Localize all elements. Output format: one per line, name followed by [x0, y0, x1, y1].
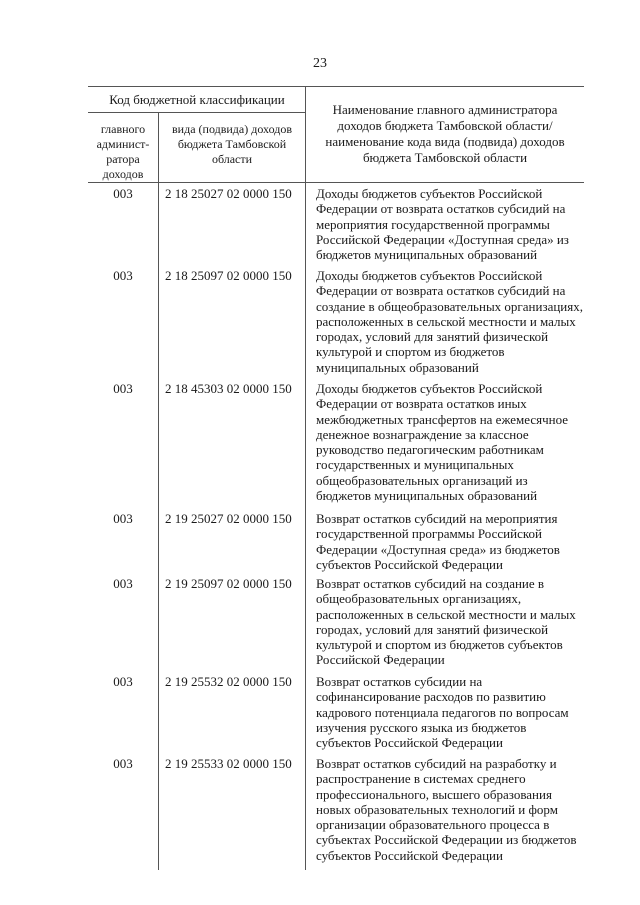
income-code-cell: 2 18 25097 02 0000 150: [165, 268, 292, 283]
header-code-column: вида (подвида) доходов бюджета Тамбовской области: [172, 122, 292, 166]
column-divider-2: [305, 86, 306, 870]
income-name-cell: Доходы бюджетов субъектов Российской Федерации от возврата остатков иных межбюджетных трансфертов на ежемесячное денежное вознаграждение за классное руководство педагогическим работникам государственных и муниципальных общеобразовательных организаций из бюджетов муниципальных образований: [316, 381, 569, 504]
income-name-cell: Доходы бюджетов субъектов Российской Федерации от возврата остатков субсидий на мероприятия государственной программы Российской Федерации «Доступная среда» из бюджетов муниципальных образований: [316, 186, 569, 263]
income-code-cell: 2 18 25027 02 0000 150: [165, 186, 292, 201]
admin-code-cell: 003: [113, 381, 133, 396]
income-code-cell: 2 19 25027 02 0000 150: [165, 511, 292, 526]
income-name-cell: Возврат остатков субсидий на создание в общеобразовательных организациях, расположенных в сельской местности и малых городах, условий для занятий физической культурой и спортом из бюджетов субъектов Российской Федерации: [316, 576, 576, 668]
income-name-cell: Возврат остатков субсидий на мероприятия государственной программы Российской Федерации «Доступная среда» из бюджетов субъектов Российской Федерации: [316, 511, 560, 572]
admin-code-cell: 003: [113, 268, 133, 283]
group-header-line: [88, 112, 305, 113]
income-code-cell: 2 19 25532 02 0000 150: [165, 674, 292, 689]
admin-code-cell: 003: [113, 756, 133, 771]
column-divider-1: [158, 112, 159, 870]
income-name-cell: Возврат остатков субсидий на разработку и распространение в системах среднего профессионального, высшего образования новых образовательных технологий и форм организации образовательного процесса в субъектах Российской Федерации из бюджетов субъектов Российской Федерации: [316, 756, 577, 863]
header-top-line: [88, 86, 584, 87]
income-name-cell: Доходы бюджетов субъектов Российской Федерации от возврата остатков субсидий на создание в общеобразовательных организациях, расположенных в сельской местности и малых городах, условий для занятий физической культурой и спортом из бюджетов муниципальных образований: [316, 268, 583, 375]
header-bottom-line: [88, 182, 584, 183]
income-code-cell: 2 19 25097 02 0000 150: [165, 576, 292, 591]
admin-code-cell: 003: [113, 674, 133, 689]
income-code-cell: 2 19 25533 02 0000 150: [165, 756, 292, 771]
income-name-cell: Возврат остатков субсидии на софинансирование расходов по развитию кадрового потенциала педагогов по вопросам изучения русского языка из бюджетов субъектов Российской Федерации: [316, 674, 569, 751]
page-number: 23: [313, 56, 327, 71]
income-code-cell: 2 18 45303 02 0000 150: [165, 381, 292, 396]
admin-code-cell: 003: [113, 186, 133, 201]
header-name-column: Наименование главного администратора доходов бюджета Тамбовской области/наименование кода вида (подвида) доходов бюджета Тамбовской области: [325, 102, 565, 165]
admin-code-cell: 003: [113, 576, 133, 591]
budget-classification-group-header: Код бюджетной классификации: [109, 92, 285, 107]
admin-code-cell: 003: [113, 511, 133, 526]
header-admin-column: главного админист-ратора доходов: [96, 122, 150, 181]
